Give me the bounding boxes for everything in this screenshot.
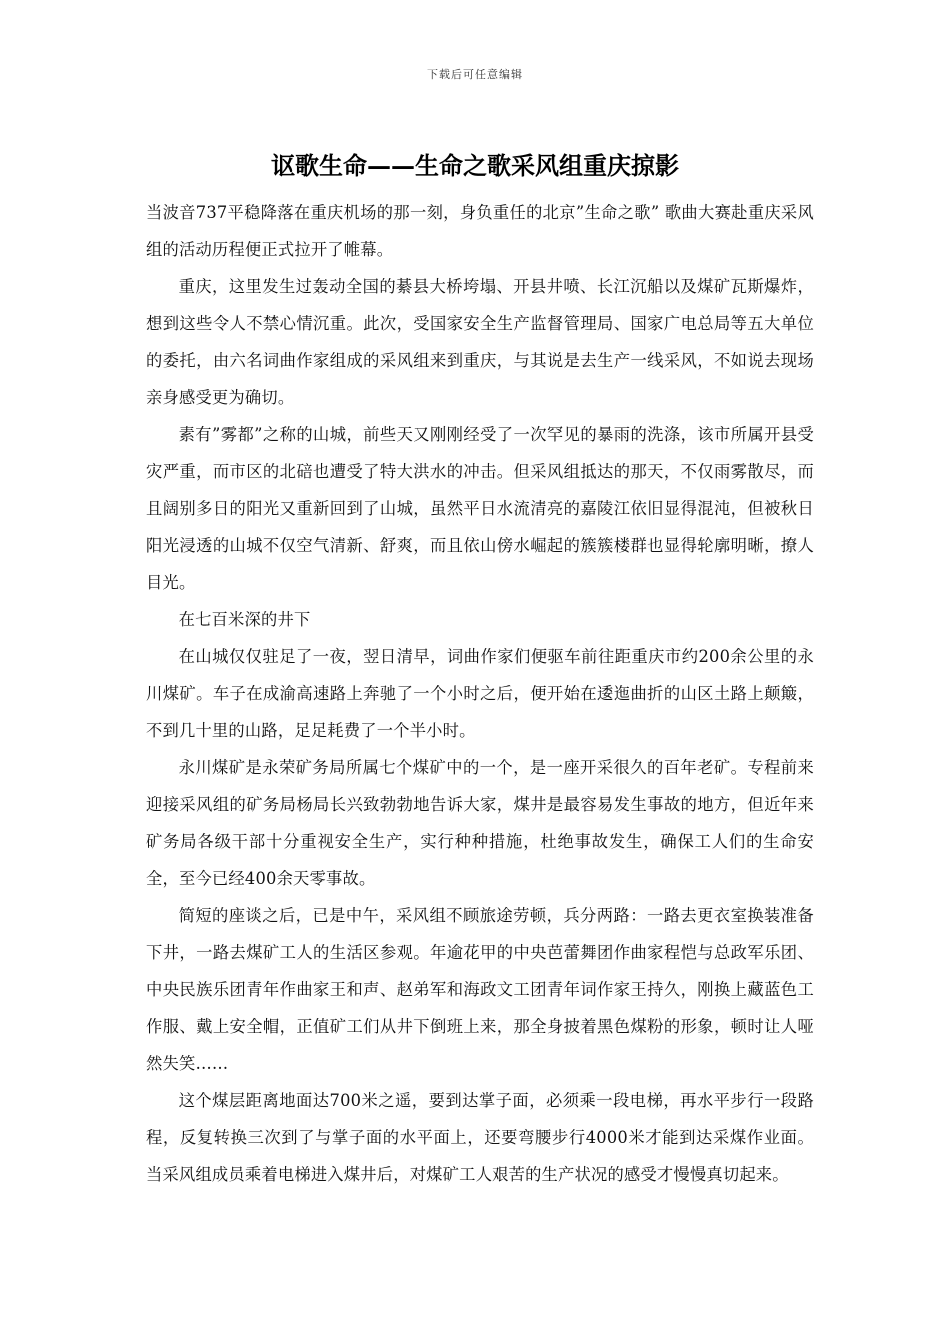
header-note: 下载后可任意编辑 (427, 68, 523, 81)
article-body (146, 194, 814, 1193)
paragraph-2: 重庆，这里发生过轰动全国的綦县大桥垮塌、开县井喷、长江沉船以及煤矿瓦斯爆炸，想到这些令人不禁心情沉重。此次，受国家安全生产监督管理局、国家广电总局等五大单位的委托，由六名词曲作家组成的采风组来到重庆，与其说是去生产一线采风，不如说去现场亲身感受更为确切。 (146, 277, 814, 407)
paragraph-3: 素有”雾都”之称的山城，前些天又刚刚经受了一次罕见的暴雨的洗涤，该市所属开县受灾严重，而市区的北碚也遭受了特大洪水的冲击。但采风组抵达的那天，不仅雨雾散尽，而且阔别多日的阳光又重新回到了山城，虽然平日水流清亮的嘉陵江依旧显得混沌，但被秋日阳光浸透的山城不仅空气清新、舒爽，而且依山傍水崛起的簇簇楼群也显得轮廓明晰，撩人目光。 (146, 425, 814, 592)
paragraph-6: 简短的座谈之后，已是中午，采风组不顾旅途劳顿，兵分两路：一路去更衣室换装准备下井，一路去煤矿工人的生活区参观。年逾花甲的中央芭蕾舞团作曲家程恺与总政军乐团、中央民族乐团青年作曲家王和声、赵弟军和海政文工团青年词作家王持久，刚换上藏蓝色工作服、戴上安全帽，正值矿工们从井下倒班上来，那全身披着黑色煤粉的形象，顿时让人哑然失笑…… (146, 906, 814, 1073)
paragraph-5: 永川煤矿是永荣矿务局所属七个煤矿中的一个，是一座开采很久的百年老矿。专程前来迎接采风组的矿务局杨局长兴致勃勃地告诉大家，煤井是最容易发生事故的地方，但近年来矿务局各级干部十分重视安全生产，实行种种措施，杜绝事故发生，确保工人们的生命安全，至今已经400余天零事故。 (146, 758, 814, 888)
section-heading: 在七百米深的井下 (178, 610, 311, 629)
article-title: 讴歌生命——生命之歌采风组重庆掠影 (271, 151, 679, 180)
paragraph-1: 当波音737平稳降落在重庆机场的那一刻，身负重任的北京”生命之歌” 歌曲大赛赴重庆采风组的活动历程便正式拉开了帷幕。 (146, 203, 814, 259)
paragraph-4: 在山城仅仅驻足了一夜，翌日清早，词曲作家们便驱车前往距重庆市约200余公里的永川煤矿。车子在成渝高速路上奔驰了一个小时之后，便开始在逶迤曲折的山区土路上颠簸，不到几十里的山路，足足耗费了一个半小时。 (146, 647, 814, 740)
paragraph-7: 这个煤层距离地面达700米之遥，要到达掌子面，必须乘一段电梯，再水平步行一段路程，反复转换三次到了与掌子面的水平面上，还要弯腰步行4000米才能到达采煤作业面。当采风组成员乘着电梯进入煤井后，对煤矿工人艰苦的生产状况的感受才慢慢真切起来。 (146, 1091, 814, 1184)
